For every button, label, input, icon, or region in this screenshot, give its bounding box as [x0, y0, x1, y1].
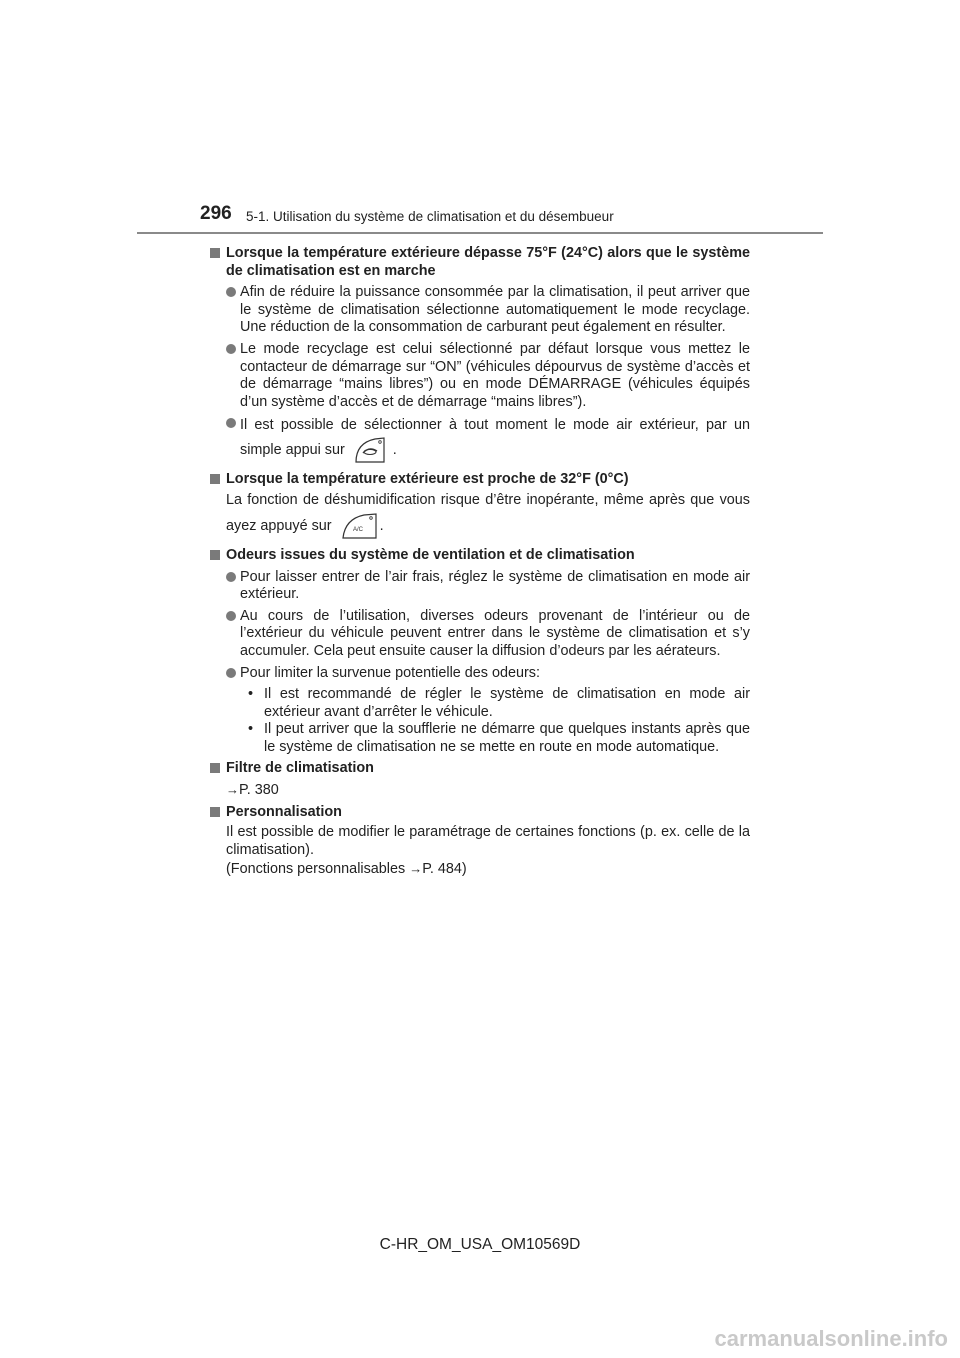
- ac-button-icon: [340, 511, 374, 541]
- page-reference-link[interactable]: P. 484): [422, 861, 467, 878]
- section-square-icon: [210, 763, 220, 773]
- list-item-text: Pour laisser entrer de l’air frais, réglez le système de climatisation en mode air extérieur.: [240, 568, 750, 603]
- document-code: C-HR_OM_USA_OM10569D: [379, 1236, 581, 1253]
- section-square-icon: [210, 550, 220, 560]
- bullet-icon: [226, 572, 236, 582]
- header-rule: [137, 232, 823, 234]
- section-body: Il est possible de modifier le paramétrage de certaines fonctions (p. ex. celle de la climatisation).: [226, 824, 750, 858]
- section-body-text: (Fonctions personnalisables: [226, 861, 410, 878]
- bullet-icon: [226, 611, 236, 621]
- list-item-text: Le mode recyclage est celui sélectionné par défaut lorsque vous mettez le contacteur de démarrage sur “ON” (véhicules dépourvus de système d’accès et de démarrage “mains libres”) ou en mode DÉMARRAGE (véhicules équipés d’un système d’accès et de démarrage “mains libres”).: [240, 340, 750, 410]
- section-heading: Personnalisation: [226, 803, 342, 820]
- list-item: [226, 569, 750, 604]
- section-title: 5-1. Utilisation du système de climatisation et du désembueur: [246, 209, 614, 224]
- arrow-icon: →: [226, 782, 239, 798]
- list-item: [226, 665, 750, 757]
- section-body: [226, 781, 750, 800]
- sub-list-item: [240, 721, 750, 756]
- bullet-icon: [226, 344, 236, 354]
- sub-list-item-text: Il est recommandé de régler le système de climatisation en mode air extérieur avant d’arrêter le véhicule.: [264, 686, 750, 720]
- section-heading: Filtre de climatisation: [226, 760, 374, 777]
- list-item-text: Il est possible de sélectionner à tout moment le mode air extérieur, par un simple appui sur: [240, 417, 750, 459]
- section-customization: [210, 804, 750, 879]
- sub-list-item-text: Il peut arriver que la soufflerie ne démarre que quelques instants après que le système de climatisation ne se mette en route en mode automatique.: [264, 721, 750, 755]
- sub-bullet-icon: •: [248, 686, 254, 703]
- page-number: 296: [200, 203, 232, 224]
- list-item: [226, 341, 750, 411]
- section-ac-filter: [210, 760, 750, 799]
- section-odors: [210, 547, 750, 757]
- section-body-text: La fonction de déshumidification risque d’être inopérante, même après que vous ayez appuyé sur: [226, 491, 750, 534]
- section-square-icon: [210, 807, 220, 817]
- content-body: [210, 245, 750, 883]
- section-square-icon: [210, 248, 220, 258]
- list-item: [226, 608, 750, 661]
- section-body: [226, 860, 750, 879]
- list-item: [226, 415, 750, 465]
- section-outside-temp-high: [210, 245, 750, 465]
- ac-label: A/C: [352, 526, 363, 533]
- section-outside-temp-low: [210, 471, 750, 541]
- list-item-text: Au cours de l’utilisation, diverses odeurs provenant de l’intérieur ou de l’extérieur du véhicule peuvent entrer dans le système de climatisation et s’y accumuler. Cela peut ensuite causer la diffusion d’odeurs par les aérateurs.: [240, 607, 750, 659]
- section-heading: Lorsque la température extérieure est proche de 32°F (0°C): [226, 471, 629, 488]
- bullet-icon: [226, 287, 236, 297]
- bullet-icon: [226, 418, 236, 428]
- bullet-icon: [226, 668, 236, 678]
- sub-bullet-icon: •: [248, 721, 254, 738]
- page-reference-link[interactable]: P. 380: [239, 782, 279, 799]
- arrow-icon: →: [409, 861, 423, 877]
- section-body: [226, 490, 750, 541]
- section-heading: Lorsque la température extérieure dépasse 75°F (24°C) alors que le système de climatisation est en marche: [226, 245, 750, 279]
- section-square-icon: [210, 474, 220, 484]
- list-item-text-end: .: [392, 442, 397, 459]
- watermark: carmanualsonline.info: [714, 1326, 948, 1351]
- list-item-text: Afin de réduire la puissance consommée par la climatisation, il peut arriver que le système de climatisation sélectionne automatiquement le mode recyclage. Une réduction de la consommation de carburant peut également en résulter.: [240, 284, 750, 336]
- sub-list-item: [240, 686, 750, 721]
- list-item-text: Pour limiter la survenue potentielle des odeurs:: [240, 664, 540, 681]
- section-heading: Odeurs issues du système de ventilation et de climatisation: [226, 546, 635, 563]
- outside-air-button-icon: [353, 435, 387, 465]
- section-body-text-end: .: [379, 517, 384, 534]
- list-item: [226, 284, 750, 337]
